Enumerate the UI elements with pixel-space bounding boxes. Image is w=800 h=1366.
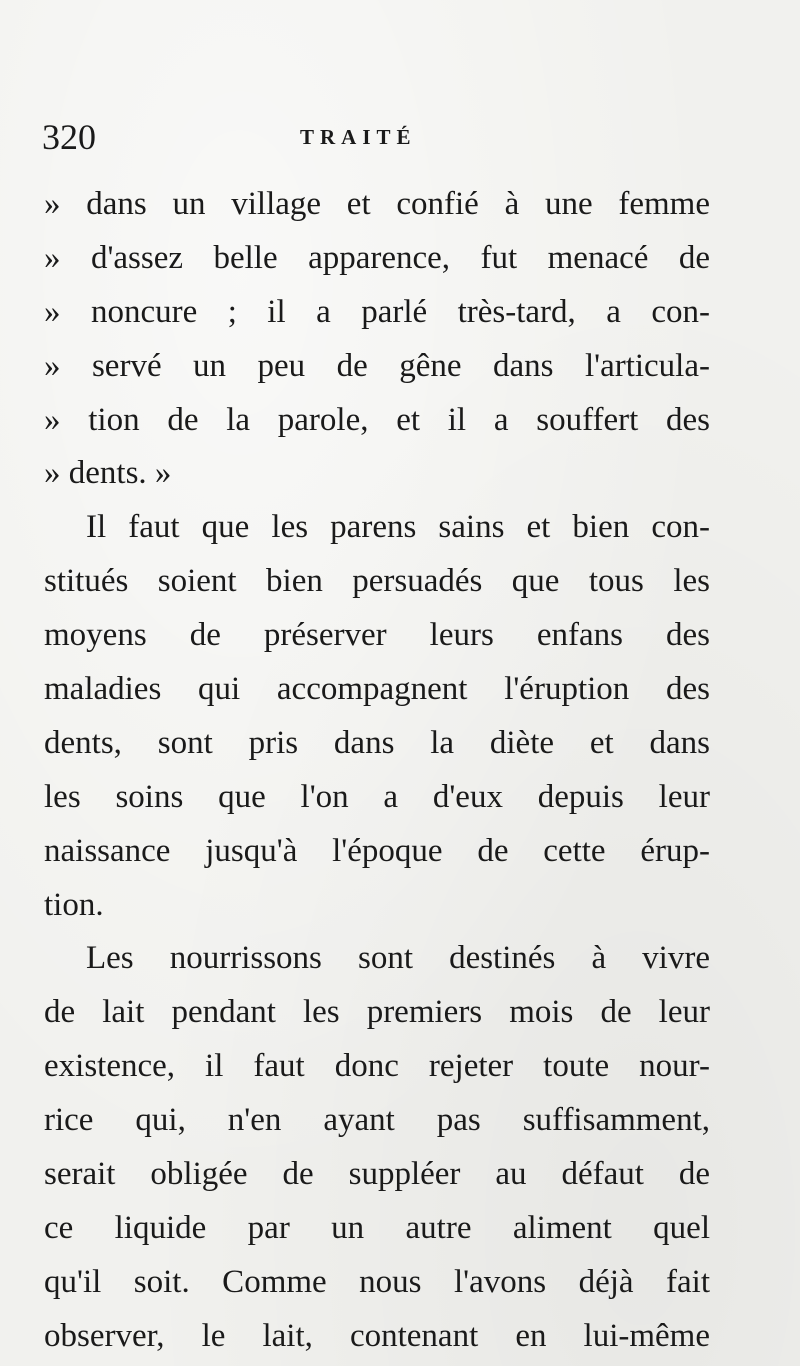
paragraph-start-line: Les nourrissons sont destinés à vivre [86,940,710,977]
text-line: stitués soient bien persuadés que tous les [44,563,710,600]
text-line: tion. [44,886,104,923]
text-line: observer, le lait, contenant en lui-même [44,1317,710,1354]
running-title: TRAITÉ [300,125,417,149]
text-line: les soins que l'on a d'eux depuis leur [44,778,710,815]
text-line: » noncure ; il a parlé très-tard, a con- [44,293,710,330]
running-head [42,112,742,162]
text-line: dents, sont pris dans la diète et dans [44,724,710,761]
text-line: naissance jusqu'à l'époque de cette érup- [44,832,710,869]
text-line: » d'assez belle apparence, fut menacé de [44,239,710,276]
text-line: rice qui, n'en ayant pas suffisamment, [44,1102,710,1139]
text-line: existence, il faut donc rejeter toute nour- [44,1048,710,1085]
text-line: de lait pendant les premiers mois de leur [44,994,710,1031]
text-line: serait obligée de suppléer au défaut de [44,1156,710,1193]
text-line: » dans un village et confié à une femme [44,186,710,222]
text-line: » dents. » [44,455,172,492]
paragraph-start-line: Il faut que les parens sains et bien con- [86,509,710,546]
text-line: » servé un peu de gêne dans l'articula- [44,347,710,384]
text-line: ce liquide par un autre aliment quel [44,1209,710,1246]
page-number: 320 [42,117,96,157]
text-line: » tion de la parole, et il a souffert des [44,401,710,438]
body-text [44,178,710,1364]
text-line: qu'il soit. Comme nous l'avons déjà fait [44,1263,710,1300]
text-line: moyens de préserver leurs enfans des [44,617,710,654]
text-line: maladies qui accompagnent l'éruption des [44,671,710,708]
